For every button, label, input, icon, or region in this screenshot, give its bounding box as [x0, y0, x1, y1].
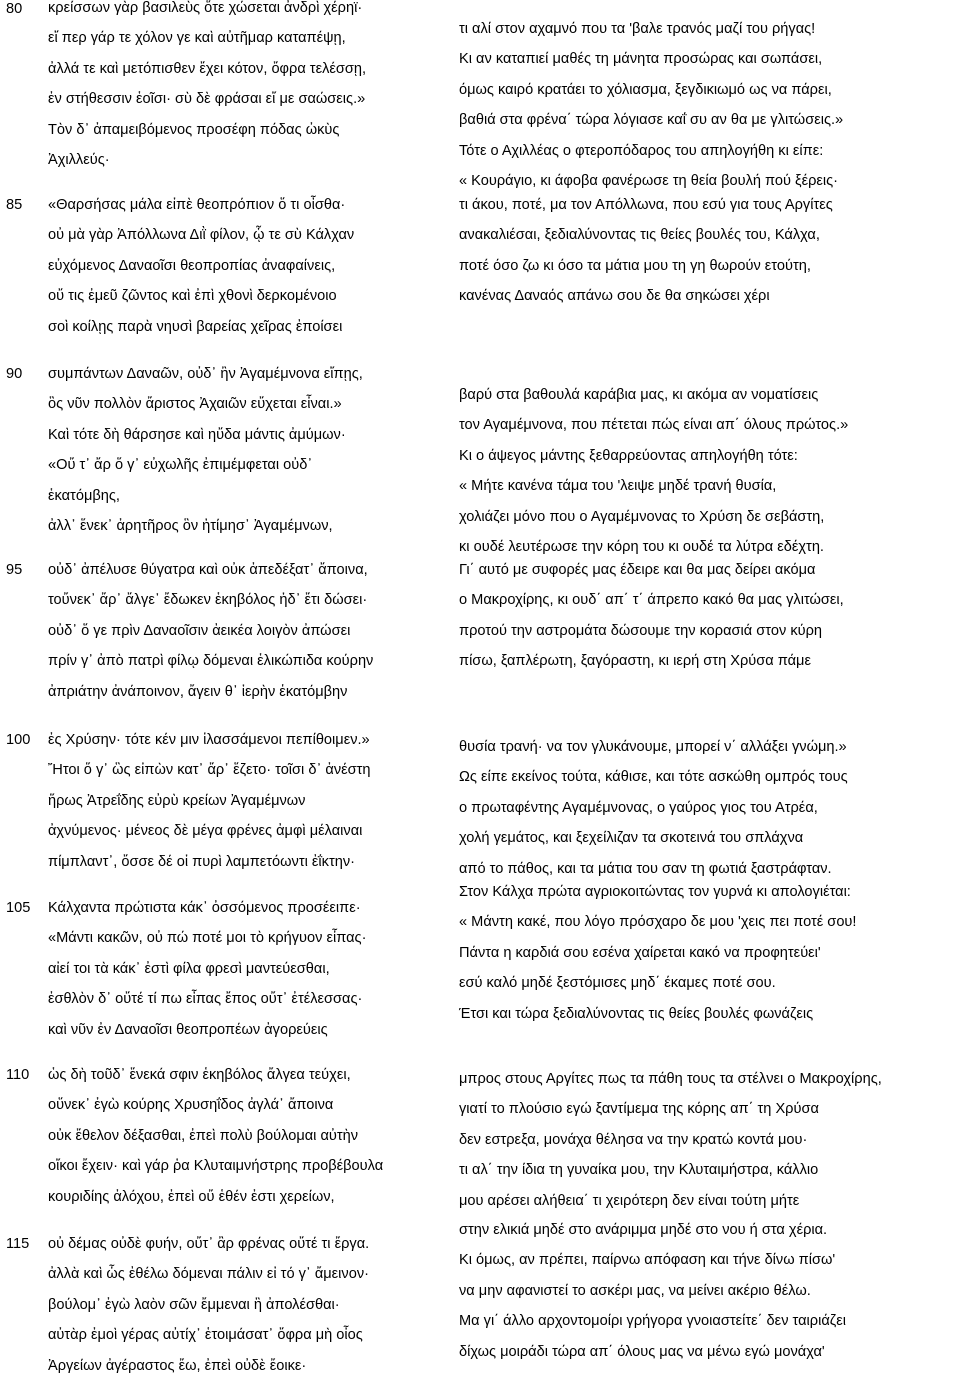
ancient-greek-column [48, 1229, 448, 1381]
greek-line: σοὶ κοίλῃς παρὰ νηυσὶ βαρείας χεῖρας ἐποίσει [48, 318, 343, 335]
greek-line: οὐδ᾽ ἀπέλυσε θύγατρα καὶ οὐκ ἀπεδέξατ᾽ ἄποινα, [48, 562, 368, 578]
modern-line: « Μήτε κανένα τάμα του 'λειψε μηδέ τρανή θυσία, [459, 478, 777, 495]
greek-line: ἐν στήθεσσιν ἑοῖσι· σὺ δὲ φράσαι εἴ με σαώσεις.» [48, 91, 366, 108]
modern-line: ο Μακροχίρης, κι ουδ΄ απ΄ τ΄ άπρεπο κακό θα μας γλιτώσει, [459, 592, 844, 609]
line-number: 100 [6, 732, 31, 748]
modern-line: Κι αν καταπιεί μαθές τη μάνητα προσώρας και σωπάσει, [459, 51, 823, 68]
greek-line: «Μάντι κακῶν, οὐ πώ ποτέ μοι τὸ κρήγυον εἶπας· [48, 930, 367, 947]
modern-line: βαρύ στα βαθουλά καράβια μας, κι ακόμα αν νοματίσεις [459, 387, 819, 403]
greek-line: ὃς νῦν πολλὸν ἄριστος Ἀχαιῶν εὔχεται εἶναι.» [48, 396, 342, 413]
modern-greek-column [459, 14, 957, 196]
greek-line: ἀχνύμενος· μένεος δὲ μέγα φρένες ἀμφὶ μέλαιναι [48, 823, 363, 840]
ancient-greek-column [48, 359, 448, 541]
greek-line: ὡς δὴ τοῦδ᾽ ἕνεκά σφιν ἑκηβόλος ἄλγεα τεύχει, [48, 1067, 351, 1083]
greek-line: ἐς Χρύσην· τότε κέν μιν ἱλασσάμενοι πεπίθοιμεν.» [48, 732, 370, 748]
modern-line: Μα γι΄ άλλο αρχοντομοίρι γρήγορα γνοιαστείτε΄ δεν ταιριάζει [459, 1313, 846, 1330]
modern-greek-column [459, 1064, 957, 1216]
greek-line: Κάλχαντα πρώτιστα κάκ᾽ ὀσσόμενος προσέειπε· [48, 900, 361, 916]
modern-line: χολιάζει μόνο που ο Αγαμέμνονας το Χρύση δε σεβάστη, [459, 508, 825, 525]
modern-line: προτού την αστρομάτα δώσουμε την κορασιά στον κύρη [459, 622, 823, 639]
greek-line: Τὸν δ᾽ ἀπαμειβόμενος προσέφη πόδας ὠκὺς [48, 121, 340, 138]
ancient-greek-column [48, 190, 448, 342]
modern-line: βαθιά στα φρένα΄ τώρα λόγιασε καΐ συ αν θα με γλιτώσεις.» [459, 112, 844, 129]
greek-line: οὕνεκ᾽ ἐγὼ κούρης Χρυσηΐδος ἀγλά᾽ ἄποινα [48, 1097, 334, 1114]
greek-line: οὐκ ἔθελον δέξασθαι, ἐπεὶ πολὺ βούλομαι αὐτὴν [48, 1127, 359, 1144]
greek-line: οὔ τις ἐμεῦ ζῶντος καὶ ἐπὶ χθονὶ δερκομένοιο [48, 288, 337, 305]
greek-line: ἀλλά τε καὶ μετόπισθεν ἔχει κότον, ὄφρα τελέσσῃ, [48, 60, 367, 77]
modern-line: Τότε ο Αχιλλέας ο φτεροπόδαρος του απηλογήθη κι είπε: [459, 142, 824, 159]
modern-line: Στον Κάλχα πρώτα αγριοκοιτώντας τον γυρνά κι απολογιέται: [459, 884, 851, 900]
ancient-greek-column [48, 893, 448, 1045]
greek-line: καὶ νῦν ἐν Δαναοῖσι θεοπροπέων ἀγορεύεις [48, 1021, 328, 1038]
greek-line: Ἤτοι ὅ γ᾽ ὣς εἰπὼν κατ᾽ ἄρ᾽ ἕζετο· τοῖσι δ᾽ ἀνέστη [48, 762, 371, 779]
modern-line: Πάντα η καρδιά σου εσένα χαίρεται κακό να προφητεύει' [459, 944, 821, 961]
greek-line: «Οὔ τ᾽ ἄρ ὅ γ᾽ εὐχωλῆς ἐπιμέμφεται οὐδ᾽ [48, 457, 313, 474]
modern-line: Έτσι και τώρα ξεδιαλύνοντας τις θείες βουλές φωνάζεις [459, 1005, 814, 1022]
greek-line: ἐσθλὸν δ᾽ οὔτέ τί πω εἶπας ἔπος οὔτ᾽ ἐτέλεσσας· [48, 991, 363, 1008]
greek-line: τοὔνεκ᾽ ἄρ᾽ ἄλγε᾽ ἔδωκεν ἑκηβόλος ἠδ᾽ ἔτι δώσει· [48, 592, 368, 609]
greek-line: πρίν γ᾽ ἀπὸ πατρὶ φίλῳ δόμεναι ἑλικώπιδα κούρην [48, 653, 374, 670]
modern-line: δίχως μοιράδι τώρα απ΄ όλους μας να μένω εγώ μονάχα' [459, 1343, 825, 1360]
modern-greek-column [459, 1215, 957, 1367]
modern-line: στην ελικιά μηδέ στο ανάριμμα μηδέ στο νου ή στα χέρια. [459, 1222, 828, 1238]
greek-line: ἀπριάτην ἀνάποινον, ἄγειν θ᾽ ἱερὴν ἑκατόμβην [48, 683, 348, 700]
modern-line: εσύ καλό μηδέ ξεστόμισες μηδ΄ έκαμες ποτέ σου. [459, 975, 776, 992]
greek-line: «Θαρσήσας μάλα εἰπὲ θεοπρόπιον ὅ τι οἶσθα· [48, 197, 346, 213]
modern-line: τι άκου, ποτέ, μα τον Απόλλωνα, που εσύ για τους Αργίτες [459, 197, 833, 213]
modern-line: τι αλ΄ την ίδια τη γυναίκα μου, την Κλυταιμήστρα, κάλλιο [459, 1162, 819, 1179]
modern-line: χολή γεμάτος, και ξεχείλιζαν τα σκοτεινά του σπλάχνα [459, 830, 804, 847]
modern-line: ποτέ όσο ζω κι όσο τα μάτια μου τη γη θωρούν ετούτη, [459, 257, 811, 274]
line-number: 85 [6, 197, 23, 213]
modern-line: θυσία τρανή· να τον γλυκάνουμε, μπορεί ν΄ αλλάξει γνώμη.» [459, 739, 847, 755]
greek-line: πίμπλαντ᾽, ὄσσε δέ οἱ πυρὶ λαμπετόωντι ἐΐκτην· [48, 853, 355, 870]
modern-line: Ως είπε εκείνος τούτα, κάθισε, και τότε ασκώθη ομπρός τους [459, 769, 848, 786]
modern-greek-column [459, 555, 957, 677]
modern-line: « Κουράγιο, κι άφοβα φανέρωσε τη θεία βουλή πού ξέρεις· [459, 172, 839, 189]
modern-greek-column [459, 380, 957, 562]
greek-line: οἴκοι ἔχειν· καὶ γάρ ῥα Κλυταιμνήστρης προβέβουλα [48, 1158, 384, 1175]
greek-line: ἀλλ᾽ ἕνεκ᾽ ἀρητῆρος ὃν ἠτίμησ᾽ Ἀγαμέμνων, [48, 517, 333, 534]
line-number: 95 [6, 562, 23, 578]
modern-line: ανακαλιέσαι, ξεδιαλύνοντας τις θείες βουλές του, Κάλχα, [459, 227, 820, 244]
greek-line: ἑκατόμβης, [48, 487, 120, 504]
greek-line: εἴ περ γάρ τε χόλον γε καὶ αὐτῆμαρ καταπέψῃ, [48, 30, 346, 47]
greek-line: ἥρως Ἀτρεΐδης εὐρὺ κρείων Ἀγαμέμνων [48, 792, 306, 809]
greek-line: εὐχόμενος Δαναοῖσι θεοπροπίας ἀναφαίνεις, [48, 257, 336, 274]
line-number: 110 [6, 1067, 30, 1083]
modern-line: γιατί το πλούσιο εγώ ξαντίμεμα της κόρης απ΄ τη Χρύσα [459, 1101, 819, 1118]
greek-line: ἀλλὰ καὶ ὧς ἐθέλω δόμεναι πάλιν εἰ τό γ᾽ ἄμεινον· [48, 1266, 369, 1283]
modern-greek-column [459, 732, 957, 884]
modern-line: μου αρέσει αλήθεια΄ τι χειρότερη δεν είναι τούτη μήτε [459, 1192, 800, 1209]
greek-line: κουριδίης ἀλόχου, ἐπεὶ οὔ ἑθέν ἐστι χερείων, [48, 1188, 335, 1205]
greek-line: κρείσσων γὰρ βασιλεὺς ὅτε χώσεται ἀνδρὶ χέρηϊ· [48, 0, 363, 16]
modern-line: από το πάθος, και τα μάτια του σαν τη φωτιά ξαστράφταν. [459, 860, 832, 877]
modern-line: πίσω, ξαπλέρωτη, ξαγόραστη, κι ιερή στη Χρύσα πάμε [459, 653, 811, 670]
greek-line: Ἀργείων ἀγέραστος ἔω, ἐπεὶ οὐδὲ ἔοικε· [48, 1357, 307, 1374]
modern-greek-column [459, 190, 957, 312]
greek-line: συμπάντων Δαναῶν, οὐδ᾽ ἢν Ἀγαμέμνονα εἴπῃς, [48, 366, 363, 382]
line-number: 105 [6, 900, 31, 916]
greek-line: βούλομ᾽ ἐγὼ λαὸν σῶν ἔμμεναι ἢ ἀπολέσθαι· [48, 1296, 340, 1313]
modern-line: μπρος στους Αργίτες πως τα πάθη τους τα στέλνει ο Μακροχίρης, [459, 1071, 882, 1087]
line-number: 80 [6, 1, 23, 17]
ancient-greek-column [48, 555, 448, 707]
greek-line: αἰεί τοι τὰ κάκ᾽ ἐστὶ φίλα φρεσὶ μαντεύεσθαι, [48, 960, 330, 977]
greek-line: οὐ δέμας οὐδὲ φυήν, οὔτ᾽ ἂρ φρένας οὔτέ τι ἔργα. [48, 1236, 370, 1252]
line-number: 90 [6, 366, 23, 382]
modern-line: τι αλί στον αχαμνό που τα 'βαλε τρανός μαζί του ρήγας! [459, 21, 816, 37]
modern-line: δεν εστρεξα, μονάχα θέλησα να την κρατώ κοντά μου· [459, 1131, 808, 1148]
modern-line: ο πρωταφέντης Αγαμέμνονας, ο γαύρος γιος του Ατρέα, [459, 799, 818, 816]
modern-line: Κι ο άψεγος μάντης ξεθαρρεύοντας απηλογήθη τότε: [459, 447, 798, 464]
greek-line: Καὶ τότε δὴ θάρσησε καὶ ηὔδα μάντις ἀμύμων· [48, 426, 346, 443]
greek-line: αὐτὰρ ἐμοὶ γέρας αὐτίχ᾽ ἑτοιμάσατ᾽ ὄφρα μὴ οἶος [48, 1327, 363, 1344]
greek-line: Ἀχιλλεύς· [48, 151, 110, 168]
greek-line: οὐ μὰ γὰρ Ἀπόλλωνα Διῒ φίλον, ᾧ τε σὺ Κάλχαν [48, 227, 355, 244]
ancient-greek-column [48, 725, 448, 877]
modern-line: Γι΄ αυτό με συφορές μας έδειρε και θα μας δείρει ακόμα [459, 562, 816, 578]
modern-line: « Μάντη κακέ, που λόγο πρόσχαρο δε μου 'χεις πει ποτέ σου! [459, 914, 857, 931]
modern-line: όμως καιρό κρατάει το χόλιασμα, ξεγδικιωμό ως να πάρει, [459, 81, 832, 98]
modern-line: Κι όμως, αν πρέπει, παίρνω απόφαση και τήνε δίνω πίσω' [459, 1252, 836, 1269]
modern-greek-column [459, 877, 957, 1029]
modern-line: τον Αγαμέμνονα, που πέτεται πώς είναι απ΄ όλους πρώτος.» [459, 417, 849, 434]
ancient-greek-column [48, 0, 448, 175]
modern-line: κανένας Δαναός απάνω σου δε θα σηκώσει χέρι [459, 288, 770, 305]
line-number: 115 [6, 1236, 30, 1252]
modern-line: κι ουδέ λευτέρωσε την κόρη του κι ουδέ τα λύτρα εδέχτη. [459, 538, 824, 555]
modern-line: να μην αφανιστεί το ασκέρι μας, να μείνει ακέριο θέλω. [459, 1282, 811, 1299]
greek-line: οὐδ᾽ ὅ γε πρὶν Δαναοῖσιν ἀεικέα λοιγὸν ἀπώσει [48, 622, 351, 639]
ancient-greek-column [48, 1060, 448, 1212]
